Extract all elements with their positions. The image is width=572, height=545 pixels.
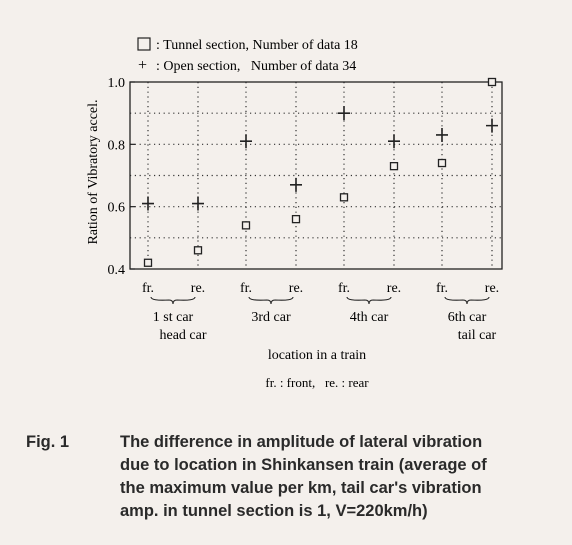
caption-line-1: The difference in amplitude of lateral vibration	[120, 433, 483, 451]
legend-tunnel-symbol	[138, 38, 150, 50]
x-position-label: re.	[386, 281, 402, 296]
legend	[138, 38, 358, 74]
open-point	[142, 197, 154, 211]
x-category-labels	[142, 281, 499, 296]
figure-number: Fig. 1	[26, 433, 70, 451]
legend-open-text: : Open section, Number of data 34	[156, 59, 357, 74]
caption-line-4: amp. in tunnel section is 1, V=220km/h)	[120, 502, 428, 520]
legend-open-symbol: +	[138, 57, 148, 74]
y-tick-label: 0.4	[107, 263, 125, 278]
data-marks	[142, 79, 498, 267]
car-groups	[151, 297, 497, 343]
tunnel-point	[489, 79, 496, 86]
group-sublabel: tail car	[457, 328, 497, 343]
open-point	[388, 134, 400, 148]
y-tick-label: 0.6	[107, 200, 125, 216]
y-axis-label: Ration of Vibratory accel.	[86, 99, 101, 245]
y-tick-label: 1.0	[107, 76, 125, 91]
x-axis-label: location in a train	[267, 348, 367, 363]
grid	[130, 82, 502, 269]
caption-line-3: the maximum value per km, tail car's vibration	[120, 479, 482, 497]
plot-frame	[130, 82, 502, 269]
group-brace	[445, 297, 489, 304]
x-position-label: re.	[484, 281, 500, 296]
open-point	[290, 178, 302, 192]
x-position-label: fr.	[239, 281, 253, 296]
y-tick-label: 0.8	[107, 138, 125, 154]
group-label: 1 st car	[152, 310, 194, 325]
tunnel-point	[195, 247, 202, 254]
tunnel-point	[391, 163, 398, 170]
legend-tunnel-text: : Tunnel section, Number of data 18	[156, 38, 358, 53]
group-sublabel: head car	[159, 328, 207, 343]
caption-line-2: due to location in Shinkansen train (average of	[120, 456, 487, 474]
x-position-label: fr.	[337, 281, 351, 296]
tunnel-point	[439, 160, 446, 167]
open-point	[338, 106, 350, 120]
tunnel-point	[293, 216, 300, 223]
group-brace	[249, 297, 293, 304]
group-label: 3rd car	[251, 310, 291, 325]
group-label: 4th car	[349, 310, 389, 325]
open-point	[240, 134, 252, 148]
x-position-label: fr.	[141, 281, 155, 296]
y-tick-labels	[108, 76, 136, 278]
open-point	[192, 197, 204, 211]
group-label: 6th car	[447, 310, 487, 325]
x-position-label: re.	[190, 281, 206, 296]
abbreviation-note: fr. : front, re. : rear	[265, 375, 369, 390]
tunnel-point	[243, 222, 250, 229]
x-position-label: fr.	[435, 281, 449, 296]
tunnel-point	[145, 259, 152, 266]
open-point	[486, 119, 498, 133]
tunnel-point	[341, 194, 348, 201]
group-brace	[347, 297, 391, 304]
group-brace	[151, 297, 195, 304]
x-position-label: re.	[288, 281, 304, 296]
caption-text	[120, 431, 570, 523]
open-point	[436, 128, 448, 142]
